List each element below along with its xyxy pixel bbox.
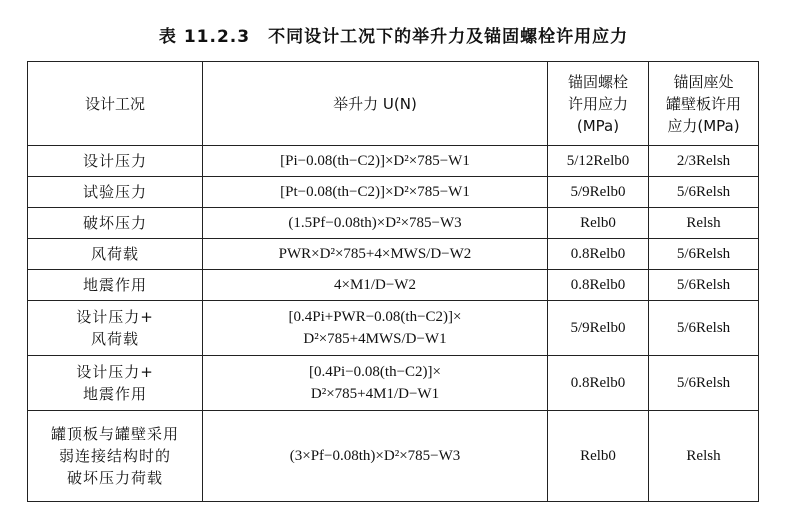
header-row (28, 62, 759, 146)
col-header-uplift (203, 62, 548, 146)
table-row (28, 177, 759, 208)
design-condition-cell (28, 208, 203, 239)
shell-allowable-stress-cell (649, 208, 759, 239)
bolt-allowable-stress-text: 5/9Relb0 (570, 184, 626, 200)
uplift-formula-cell (203, 270, 548, 301)
uplift-formula-text: D²×785+4MWS/D−W1 (303, 331, 447, 347)
shell-allowable-stress-text: 5/6Relsh (676, 375, 731, 391)
shell-allowable-stress-text: Relsh (686, 448, 721, 464)
bolt-allowable-stress-cell (548, 301, 649, 356)
design-condition-text: 破坏压力荷载 (66, 469, 163, 487)
header-text: 应力(MPa) (667, 116, 740, 135)
uplift-formula-cell (203, 146, 548, 177)
shell-allowable-stress-text: 5/6Relsh (676, 246, 731, 262)
table-row (28, 411, 759, 502)
col-header-bolt-stress (548, 62, 649, 146)
uplift-formula-cell (203, 356, 548, 411)
design-condition-text: 罐顶板与罐壁采用 (50, 425, 179, 443)
design-condition-text: 设计压力 (82, 152, 147, 170)
header-text: 设计工况 (84, 94, 145, 113)
table-row (28, 208, 759, 239)
header-text: 罐壁板许用 (665, 94, 741, 113)
bolt-allowable-stress-text: 0.8Relb0 (570, 246, 626, 262)
uplift-formula-text: [Pi−0.08(th−C2)]×D²×785−W1 (280, 153, 470, 169)
bolt-allowable-stress-cell (548, 208, 649, 239)
shell-allowable-stress-text: 5/6Relsh (676, 320, 731, 336)
table-body (28, 62, 759, 502)
bolt-allowable-stress-cell (548, 356, 649, 411)
table-row (28, 239, 759, 270)
shell-allowable-stress-text: 5/6Relsh (676, 277, 731, 293)
design-condition-cell (28, 270, 203, 301)
table-row (28, 270, 759, 301)
design-condition-text: 设计压力+ (76, 308, 154, 326)
shell-allowable-stress-cell (649, 301, 759, 356)
bolt-allowable-stress-cell (548, 177, 649, 208)
uplift-formula-text: [0.4Pi−0.08(th−C2)]× (308, 364, 442, 380)
uplift-formula-cell (203, 411, 548, 502)
shell-allowable-stress-text: Relsh (686, 215, 721, 231)
uplift-formula-text: [0.4Pi+PWR−0.08(th−C2)]× (288, 309, 462, 325)
table-row (28, 146, 759, 177)
bolt-allowable-stress-text: 0.8Relb0 (570, 277, 626, 293)
design-condition-cell (28, 177, 203, 208)
header-text: 锚固螺栓 (567, 72, 628, 91)
uplift-formula-text: PWR×D²×785+4×MWS/D−W2 (278, 246, 472, 262)
table-row (28, 356, 759, 411)
bolt-allowable-stress-text: Relb0 (580, 215, 616, 231)
design-condition-text: 地震作用 (82, 276, 147, 294)
design-condition-cell (28, 146, 203, 177)
bolt-allowable-stress-text: 5/12Relb0 (566, 153, 630, 169)
bolt-allowable-stress-cell (548, 239, 649, 270)
bolt-allowable-stress-text: 5/9Relb0 (570, 320, 626, 336)
bolt-allowable-stress-cell (548, 411, 649, 502)
uplift-formula-text: 4×M1/D−W2 (334, 277, 416, 293)
shell-allowable-stress-cell (649, 356, 759, 411)
design-condition-cell (28, 411, 203, 502)
shell-allowable-stress-cell (649, 177, 759, 208)
header-text: 举升力 U(N) (333, 94, 417, 113)
uplift-formula-cell (203, 208, 548, 239)
header-text: 许用应力 (567, 94, 628, 113)
header-text: 锚固座处 (673, 72, 734, 91)
uplift-formula-cell (203, 301, 548, 356)
design-condition-text: 风荷载 (90, 330, 139, 348)
shell-allowable-stress-cell (649, 239, 759, 270)
design-condition-cell (28, 301, 203, 356)
table-caption: 表 11.2.3 不同设计工况下的举升力及锚固螺栓许用应力 (158, 27, 629, 47)
uplift-formula-cell (203, 177, 548, 208)
design-condition-cell (28, 356, 203, 411)
uplift-formula-text: [Pt−0.08(th−C2)]×D²×785−W1 (280, 184, 470, 200)
bolt-allowable-stress-cell (548, 270, 649, 301)
uplift-formula-cell (203, 239, 548, 270)
shell-allowable-stress-cell (649, 411, 759, 502)
shell-allowable-stress-cell (649, 270, 759, 301)
design-condition-cell (28, 239, 203, 270)
design-condition-text: 破坏压力 (82, 214, 147, 232)
uplift-formula-text: (3×Pf−0.08th)×D²×785−W3 (289, 448, 461, 464)
bolt-allowable-stress-text: Relb0 (580, 448, 616, 464)
col-header-shell-stress (649, 62, 759, 146)
uplift-formula-text: D²×785+4M1/D−W1 (310, 386, 440, 402)
bolt-allowable-stress-cell (548, 146, 649, 177)
shell-allowable-stress-cell (649, 146, 759, 177)
design-condition-text: 弱连接结构时的 (58, 447, 171, 465)
uplift-formula-text: (1.5Pf−0.08th)×D²×785−W3 (288, 215, 462, 231)
bolt-allowable-stress-text: 0.8Relb0 (570, 375, 626, 391)
design-condition-text: 试验压力 (82, 183, 147, 201)
allowable-stress-table (27, 61, 759, 502)
shell-allowable-stress-text: 5/6Relsh (676, 184, 731, 200)
design-condition-text: 地震作用 (82, 385, 147, 403)
header-text: (MPa) (576, 116, 620, 135)
shell-allowable-stress-text: 2/3Relsh (676, 153, 731, 169)
design-condition-text: 设计压力+ (76, 363, 154, 381)
design-condition-text: 风荷载 (90, 245, 139, 263)
table-row (28, 301, 759, 356)
col-header-condition (28, 62, 203, 146)
